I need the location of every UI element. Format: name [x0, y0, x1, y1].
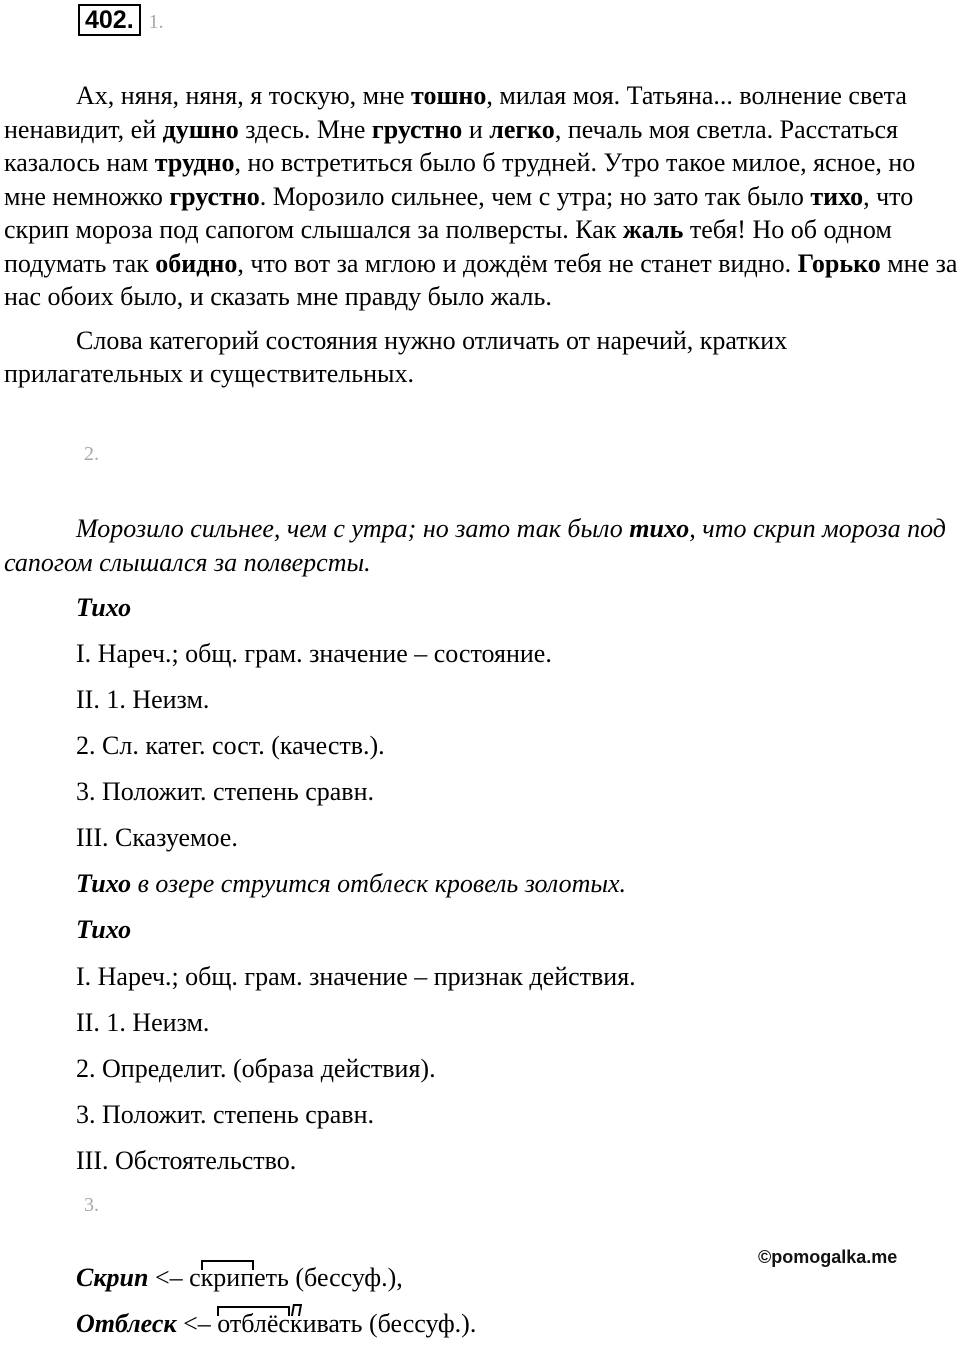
formation1-word: Скрип: [76, 1263, 149, 1292]
formation2-word: Отблеск: [76, 1309, 177, 1338]
formation1-root-mark: крип: [200, 1263, 255, 1292]
analysis2-line-1: I. Нареч.; общ. грам. значение – признак действия.: [76, 962, 636, 991]
text-run: , но встретиться было б трудней. Утро такое милое, ясное, но мне немножко: [4, 148, 916, 211]
text-run: , милая моя. Татьяна... волнение света ненавидит, ей: [4, 81, 907, 144]
formation1-prefix: с: [189, 1263, 201, 1292]
highlighted-word: трудно: [154, 148, 235, 177]
analysis2-word: Тихо: [76, 915, 132, 944]
highlighted-word: тихо: [810, 181, 864, 211]
highlighted-word: легко: [489, 114, 555, 144]
analysis2-line-3: 2. Определит. (образа действия).: [76, 1054, 436, 1083]
word-formation-line-2: [76, 1308, 476, 1340]
analysis1-word: Тихо: [76, 593, 132, 622]
analysis1-line-1: I. Нареч.; общ. грам. значение – состояние.: [76, 639, 552, 668]
part1-paragraph-1: [4, 79, 959, 314]
analysis1-line-4: 3. Положит. степень сравн.: [76, 777, 374, 806]
analysis2-line-5: III. Обстоятельство.: [76, 1146, 297, 1175]
text-run: и: [462, 114, 490, 144]
part2-sentence: [4, 512, 959, 579]
text-run: мне за нас обоих было, и сказать мне правду было жаль.: [4, 248, 958, 311]
word-formation-line-1: [76, 1262, 403, 1294]
analysis2-line-2: II. 1. Неизм.: [76, 1008, 210, 1037]
analysis1-line-2: II. 1. Неизм.: [76, 685, 210, 714]
text-run: здесь. Мне: [238, 114, 372, 144]
text-run: Морозило сильнее, чем с утра; но зато так было: [76, 514, 630, 543]
text-run: , печаль моя светла. Расстаться казалось нам: [4, 114, 898, 177]
formation2-ending: ивать (бессуф.).: [302, 1309, 477, 1338]
watermark: ©pomogalka.me: [758, 1247, 898, 1267]
analysis1-line-3: 2. Сл. катег. сост. (качеств.).: [76, 731, 385, 760]
part1-text: [4, 79, 959, 391]
formation1-suffix: еть (бессуф.),: [254, 1263, 403, 1292]
highlighted-word: обидно: [155, 248, 238, 278]
analysis1-line-5: III. Сказуемое.: [76, 823, 238, 852]
highlighted-word: тошно: [411, 81, 487, 110]
example2-word: Тихо: [76, 869, 132, 898]
text-run: , что вот за мглою и дождём тебя не станет видно.: [237, 248, 798, 278]
text-run: . Морозило сильнее, чем с утра; но зато так было: [259, 181, 811, 211]
example2-rest: в озере струится отблеск кровель золотых.: [131, 869, 626, 898]
formation2-arrow: <–: [176, 1309, 218, 1338]
part1-label: 1.: [148, 11, 164, 33]
highlighted-word: грустно: [371, 114, 463, 144]
text-run: , что скрип мороза под сапогом слышался за полверсты. Как: [4, 181, 914, 244]
highlighted-word: душно: [162, 114, 239, 144]
text-run: тебя! Но об одном подумать так: [4, 215, 892, 278]
exercise-number: 402.: [78, 4, 141, 36]
analysis2-line-4: 3. Положит. степень сравн.: [76, 1100, 374, 1129]
highlighted-word: тихо: [629, 514, 690, 543]
part1-paragraph-2: Слова категорий состояния нужно отличать от наречий, кратких прилагательных и существительных.: [4, 325, 788, 388]
part3-label: 3.: [84, 1194, 99, 1216]
formation1-arrow: <–: [148, 1263, 190, 1292]
exercise-header: [78, 4, 164, 36]
part2-label: 2.: [84, 443, 99, 465]
formation2-suffix-mark: к: [289, 1309, 303, 1338]
highlighted-word: Горько: [797, 248, 881, 278]
text-run: Ах, няня, няня, я тоскую, мне: [76, 81, 412, 110]
formation2-root-mark: отблёс: [217, 1309, 290, 1338]
text-run: , что скрип мороза под сапогом слышался за полверсты.: [4, 514, 946, 577]
part2-sentence-block: [4, 512, 959, 579]
highlighted-word: жаль: [622, 215, 684, 244]
example2-sentence: [76, 868, 626, 900]
highlighted-word: грустно: [169, 181, 260, 211]
